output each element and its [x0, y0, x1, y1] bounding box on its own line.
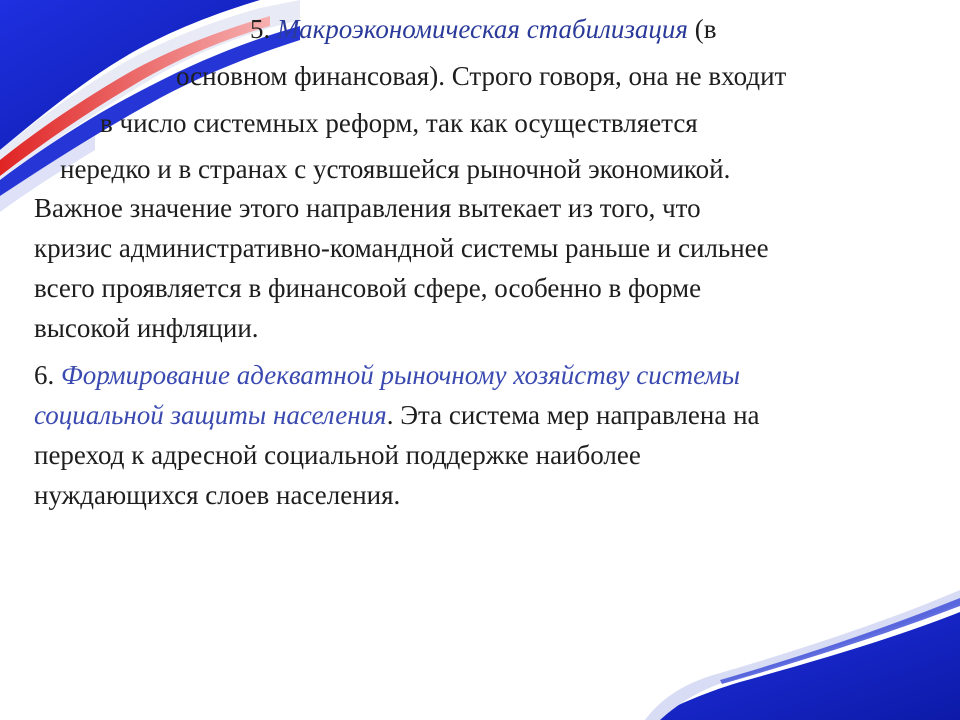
item6-title-line2: социальной защиты населения: [34, 400, 387, 430]
item6-line3: переход к адресной социальной поддержке наиболее: [34, 440, 641, 470]
item5-line8: высокой инфляции.: [34, 313, 259, 343]
item6-line4: нуждающихся слоев населения.: [34, 480, 401, 510]
item6-number: 6.: [34, 360, 61, 390]
item6-line2-rest: . Эта система мер направлена на: [386, 400, 760, 430]
item6-line2: [34, 399, 760, 431]
item6-line1: [34, 359, 740, 391]
item5-line4: нередко и в странах с устоявшейся рыночной экономикой.: [60, 154, 731, 184]
item6-title-line1: Формирование адекватной рыночному хозяйству системы: [61, 360, 741, 390]
item5-line1-rest: (в: [688, 14, 717, 44]
item5-line6: кризис административно-командной системы раньше и сильнее: [34, 233, 769, 263]
item5-line7: всего проявляется в финансовой сфере, особенно в форме: [34, 273, 702, 303]
bottom-right-blue-wave: [650, 612, 960, 720]
item5-line3: в число системных реформ, так как осуществляется: [100, 108, 698, 138]
item5-line2: основном финансовая). Строго говоря, она не входит: [176, 61, 787, 91]
item5-line5: Важное значение этого направления вытекает из того, что: [34, 193, 701, 223]
item5-line1: [250, 13, 717, 45]
item5-number: 5.: [250, 14, 277, 44]
item5-title: Макроэкономическая стабилизация: [277, 14, 688, 44]
